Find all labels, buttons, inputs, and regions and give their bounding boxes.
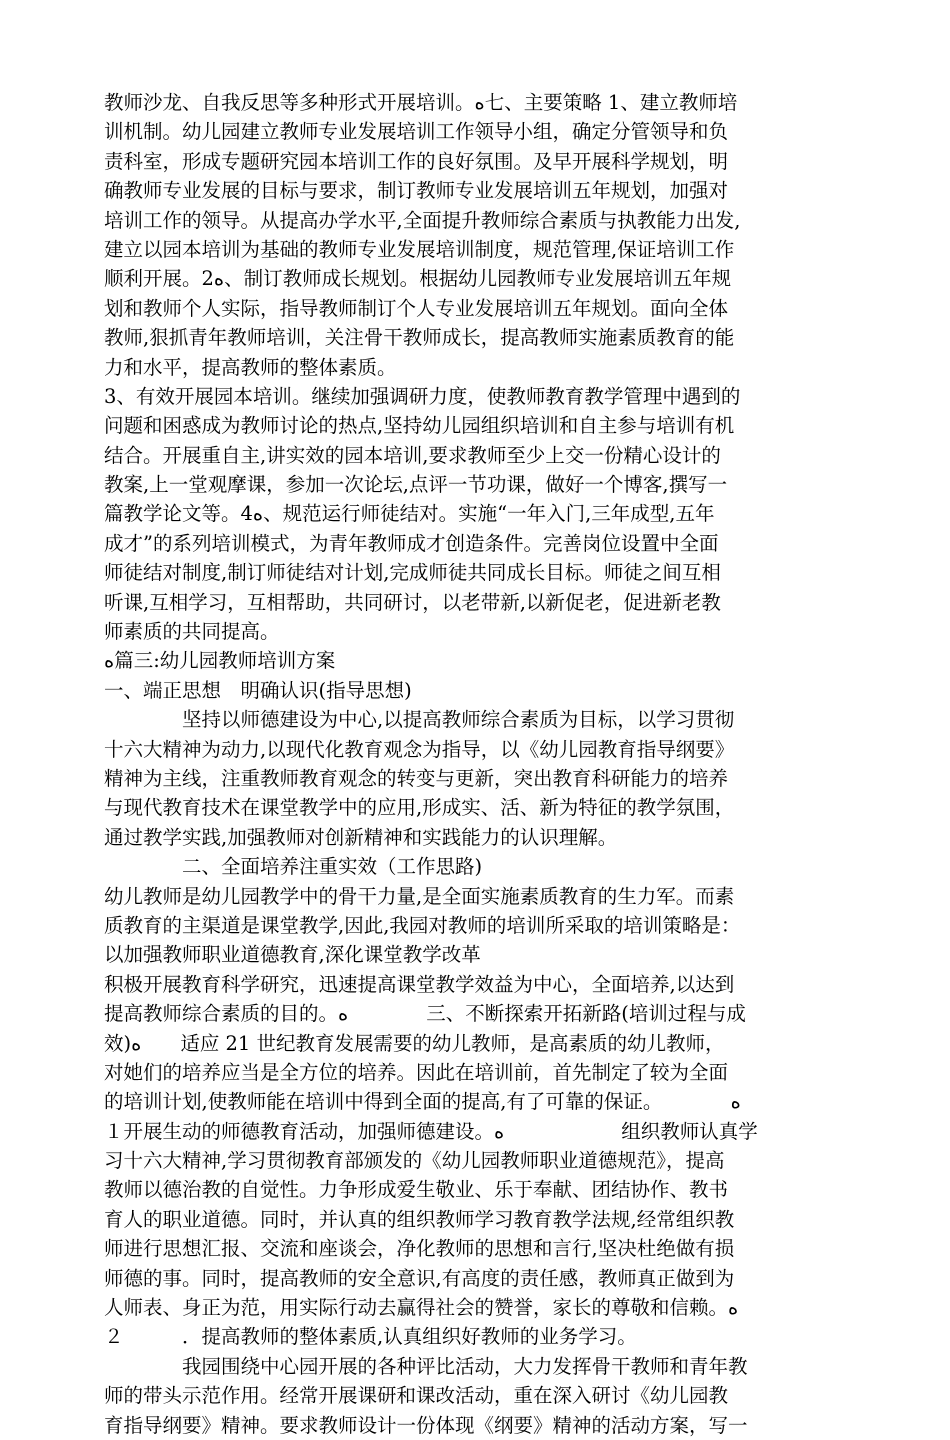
text-line: 二、全面培养注重实效（工作思路) [104,855,483,879]
text-line: 人师表、身正为范，用实际行动去赢得社会的赞誉，家长的尊敬和信赖。ﻩ [104,1296,739,1320]
text-line: 师素质的共同提高。 [104,620,280,644]
text-line: 教师沙龙、自我反思等多种形式开展培训。ﻩ七、主要策略 1、建立教师培 [104,91,738,114]
text-line: 责科室，形成专题研究园本培训工作的良好氛围。及早开展科学规划，明 [104,149,729,173]
text-line: 的培训计划,使教师能在培训中得到全面的提高,有了可靠的保证。 ﻩ [104,1090,741,1114]
text-line: 师德的事。同时，提高教师的安全意识,有高度的责任感，教师真正做到为 [104,1266,735,1290]
text-line: 育指导纲要》精神。要求教师设计一份体现《纲要》精神的活动方案，写一 [104,1413,748,1437]
text-line: 提高教师综合素质的目的。ﻩ 三、不断探索开拓新路(培训过程与成 [104,1002,746,1026]
text-line: 师徒结对制度,制订师徒结对计划,完成师徒共同成长目标。师徒之间互相 [104,561,721,585]
text-line: 质教育的主渠道是课堂教学,因此,我园对教师的培训所采取的培训策略是： [104,913,741,937]
text-line: 结合。开展重自主,讲实效的园本培训,要求教师至少上交一份精心设计的 [104,443,721,467]
text-line: 力和水平，提高教师的整体素质。 [104,355,397,379]
text-line: 培训工作的领导。从提高办学水平,全面提升教师综合素质与执教能力出发, [104,208,741,232]
text-line: 师进行思想汇报、交流和座谈会，净化教师的思想和言行,坚决杜绝做有损 [104,1237,735,1261]
text-line: 教师,狠抓青年教师培训，关注骨干教师成长，提高教师实施素质教育的能 [104,326,735,350]
text-line: 精神为主线，注重教师教育观念的转变与更新，突出教育科研能力的培养 [104,766,729,790]
text-line: 建立以园本培训为基础的教师专业发展培训制度，规范管理,保证培训工作 [104,237,735,261]
text-line: 与现代教育技术在课堂教学中的应用,形成实、活、新为特征的教学氛围， [104,796,735,820]
text-line: 确教师专业发展的目标与要求，制订教师专业发展培训五年规划，加强对 [104,179,729,203]
text-line: ２ ．提高教师的整体素质,认真组织好教师的业务学习。 [104,1325,637,1349]
text-line: 幼儿教师是幼儿园教学中的骨干力量,是全面实施素质教育的生力军。而素 [104,884,735,908]
text-line: 划和教师个人实际，指导教师制订个人专业发展培训五年规划。面向全体 [104,296,729,320]
text-line: 坚持以师德建设为中心,以提高教师综合素质为目标，以学习贯彻 [104,708,735,732]
text-line: 对她们的培养应当是全方位的培养。因此在培训前，首先制定了较为全面 [104,1060,729,1084]
text-line: １开展生动的师德教育活动，加强师德建设。ﻩ 组织教师认真学 [104,1119,758,1143]
text-line: 听课,互相学习，互相帮助，共同研讨，以老带新,以新促老，促进新老教 [104,590,721,614]
text-line: 以加强教师职业道德教育,深化课堂教学改革 [104,943,481,967]
text-line: 教师以德治教的自觉性。力争形成爱生敬业、乐于奉献、团结协作、教书 [104,1178,729,1202]
text-line: 育人的职业道德。同时，并认真的组织教师学习教育教学法规,经常组织教 [104,1207,735,1231]
text-line: 训机制。幼儿园建立教师专业发展培训工作领导小组，确定分管领导和负 [104,120,729,144]
text-line: 问题和困惑成为教师讨论的热点,坚持幼儿园组织培训和自主参与培训有机 [104,414,735,438]
text-line: 通过教学实践,加强教师对创新精神和实践能力的认识理解。 [104,825,618,849]
text-line: 顺利开展。2ﻩ、制订教师成长规划。根据幼儿园教师专业发展培训五年规 [104,267,732,291]
text-line: 一、端正思想 明确认识(指导思想) [104,678,412,702]
text-line: 我园围绕中心园开展的各种评比活动，大力发挥骨干教师和青年教 [104,1354,748,1378]
document-page [104,88,828,1440]
text-line: 成才”的系列培训模式，为青年教师成才创造条件。完善岗位设置中全面 [104,531,719,555]
text-line: 习十六大精神,学习贯彻教育部颁发的《幼儿园教师职业道德规范》，提高 [104,1149,725,1173]
text-line: 效)ﻩ 适应 21 世纪教育发展需要的幼儿教师，是高素质的幼儿教师， [104,1031,725,1055]
text-line: 师的带头示范作用。经常开展课研和课改活动，重在深入研讨《幼儿园教 [104,1384,729,1408]
section-heading: ﻩ篇三:幼儿园教师培训方案 [104,649,336,673]
text-line: 十六大精神为动力,以现代化教育观念为指导，以《幼儿园教育指导纲要》 [104,737,735,761]
text-line: 积极开展教育科学研究，迅速提高课堂教学效益为中心，全面培养,以达到 [104,972,735,996]
text-line: 3、有效开展园本培训。继续加强调研力度，使教师教育教学管理中遇到的 [104,384,741,408]
text-line: 教案,上一堂观摩课，参加一次论坛,点评一节功课，做好一个博客,撰写一 [104,473,728,497]
text-line: 篇教学论文等。4ﻩ、规范运行师徒结对。实施“一年入门,三年成型,五年 [104,502,715,526]
